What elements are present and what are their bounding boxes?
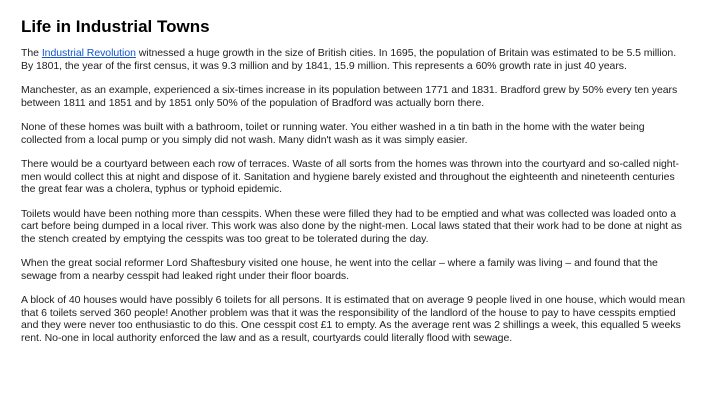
paragraph-toilets: A block of 40 houses would have possibly 6 toilets for all persons. It is estimated that on average 9 people lived in one house, which would mean that 6 toilets served 360 people! Another problem was that it was the responsibility of the landlord of the house to pay to have cesspits emptied and they were never too enthusiastic to do this. One cesspit cost £1 to empty. As the average rent was 2 shillings a week, this equalled 5 weeks rent. No-one in local authority enforced the law and as a result, courtyards could literally flood with sewage. (21, 294, 685, 344)
paragraph-intro-text: The (21, 47, 42, 59)
paragraph-population-growth (21, 47, 686, 72)
industrial-revolution-link[interactable]: Industrial Revolution (41, 47, 136, 59)
paragraph-shaftesbury: When the great social reformer Lord Shaftesbury visited one house, he went into the cellar – where a family was living – and found that the sewage from a nearby cesspit had leaked right under their floor boards. (21, 257, 658, 282)
paragraph-cesspits: Toilets would have been nothing more than cesspits. When these were filled they had to be emptied and what was collected was loaded onto a cart before being dumped in a local river. This work was also done by the night-men. Local laws stated that their work had to be done at night as the stench created by emptying the cesspits was too great to be tolerated during the day. (21, 207, 682, 245)
slide-title: Life in Industrial Towns (21, 17, 210, 36)
paragraph-homes: None of these homes was built with a bathroom, toilet or running water. You either washed in a tin bath in the home with the water being collected from a local pump or you simply did not wash. Many didn't wash as it was simply easier. (21, 121, 645, 146)
paragraph-courtyard: There would be a courtyard between each row of terraces. Waste of all sorts from the homes was thrown into the courtyard and so-called night-men would collect this at night and dispose of it. Sanitation and hygiene barely existed and throughout the eighteenth and nineteenth centuries the great fear was a cholera, typhus or typhoid epidemic. (21, 158, 679, 195)
slide-body (21, 47, 686, 344)
paragraph-manchester: Manchester, as an example, experienced a six-times increase in its population between 1771 and 1831. Bradford grew by 50% every ten years between 1811 and 1851 and by 1851 only 50% of the population of Bradford was actually born there. (21, 84, 678, 109)
paragraph-population-text: witnessed a huge growth in the size of British cities. In 1695, the population of Britain was estimated to be 5.5 million. By 1801, the year of the first census, it was 9.3 million and by 1841, 15.9 million. This represents a 60% growth rate in just 40 years. (21, 47, 677, 72)
